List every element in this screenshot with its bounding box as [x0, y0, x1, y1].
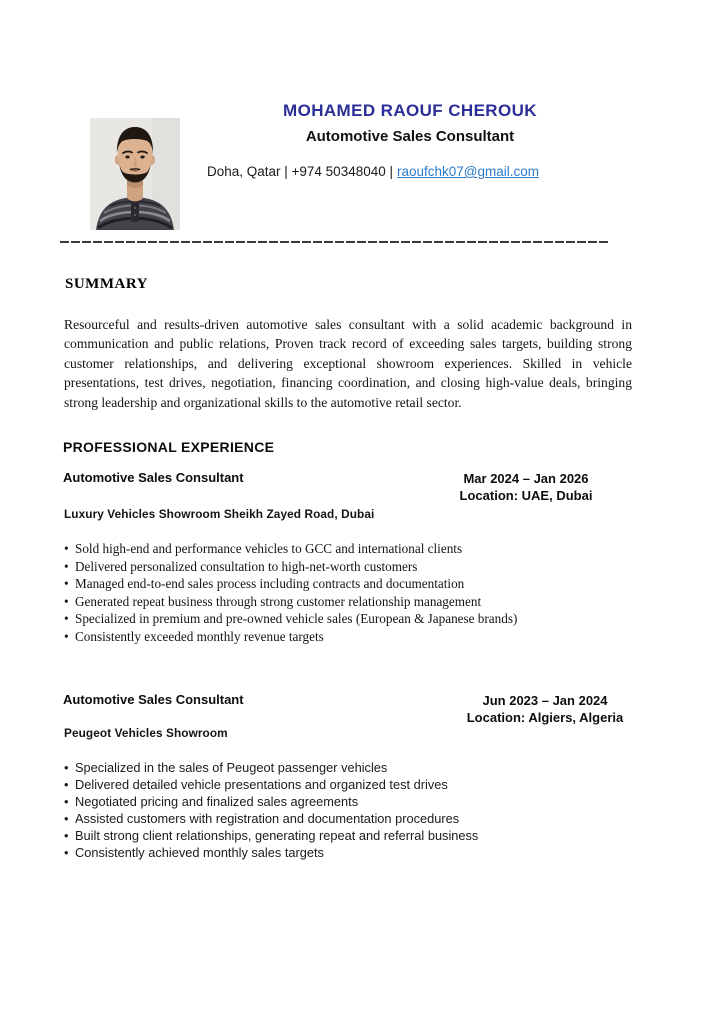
job-company: Peugeot Vehicles Showroom	[64, 726, 228, 740]
job-bullet: • Delivered detailed vehicle presentations and organized test drives	[64, 777, 478, 794]
separator-line	[60, 241, 608, 243]
job-bullet: • Specialized in premium and pre-owned vehicle sales (European & Japanese brands)	[64, 610, 517, 628]
job-bullet: • Delivered personalized consultation to high-net-worth customers	[64, 558, 517, 576]
job-bullet: • Consistently exceeded monthly revenue targets	[64, 628, 517, 646]
contact-text: Doha, Qatar | +974 50348040 |	[206, 164, 393, 179]
job-bullet: • Consistently achieved monthly sales targets	[64, 845, 478, 862]
job-title: Automotive Sales Consultant	[63, 692, 244, 707]
job-entry-algiers	[63, 692, 632, 882]
experience-heading: PROFESSIONAL EXPERIENCE	[63, 439, 275, 455]
job-bullet-list	[64, 540, 517, 646]
job-meta	[440, 470, 612, 504]
candidate-name: MOHAMED RAOUF CHEROUK	[283, 101, 537, 120]
summary-paragraph: Resourceful and results-driven automotive sales consultant with a solid academic background in communication and public relations, Proven track record of exceeding sales targets, building strong customer relationships, and delivering exceptional showroom experiences. Skilled in vehicle presentations, test drives, negotiation, financing coordination, and closing high-value deals, bringing strong leadership and organizational skills to the automotive retail sector.	[64, 317, 632, 410]
job-bullet: • Assisted customers with registration and documentation procedures	[64, 811, 478, 828]
contact-line	[116, 164, 630, 179]
job-entry-dubai	[63, 470, 632, 660]
candidate-job-title: Automotive Sales Consultant	[305, 128, 515, 145]
job-location: Location: Algiers, Algeria	[466, 710, 624, 725]
job-bullet: • Sold high-end and performance vehicles to GCC and international clients	[64, 540, 517, 558]
job-bullet: • Built strong client relationships, generating repeat and referral business	[64, 828, 478, 845]
job-dates: Jun 2023 – Jan 2024	[482, 693, 608, 708]
job-bullet-list	[64, 760, 478, 861]
email-link[interactable]: raoufchk07@gmail.com	[397, 164, 540, 179]
job-bullet: • Managed end-to-end sales process including contracts and documentation	[64, 575, 517, 593]
job-meta	[455, 692, 635, 726]
summary-heading: SUMMARY	[65, 276, 148, 292]
job-company: Luxury Vehicles Showroom Sheikh Zayed Road, Dubai	[64, 507, 375, 521]
job-title: Automotive Sales Consultant	[63, 470, 244, 485]
job-bullet: • Generated repeat business through strong customer relationship management	[64, 593, 517, 611]
job-dates: Mar 2024 – Jan 2026	[463, 471, 589, 486]
job-bullet: • Negotiated pricing and finalized sales agreements	[64, 794, 478, 811]
job-location: Location: UAE, Dubai	[459, 488, 593, 503]
job-bullet: • Specialized in the sales of Peugeot passenger vehicles	[64, 760, 478, 777]
